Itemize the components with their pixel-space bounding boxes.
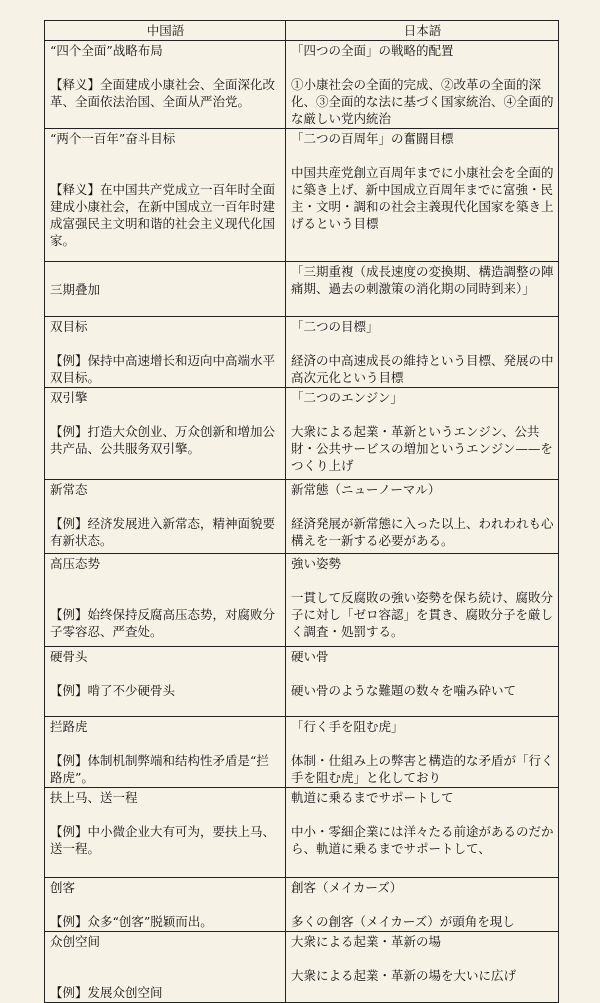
ja-term: 創客（メイカーズ） [291, 880, 403, 895]
ja-example: 硬い骨のような難題の数々を噛み砕いて [291, 683, 517, 698]
table-row-7 [45, 554, 559, 647]
ja-term: 「二つの百周年」の奮闘目標 [291, 131, 454, 146]
ja-term: 「行く手を阻む虎」 [291, 719, 404, 734]
table-row-8 [45, 647, 559, 717]
ja-term: 「二つのエンジン」 [291, 390, 403, 405]
zh-term: “两个一百年”奋斗目标 [50, 131, 176, 146]
zh-term: 创客 [50, 880, 76, 895]
japanese-cell [286, 388, 559, 480]
zh-term: 双引擎 [50, 390, 88, 405]
zh-example: 【例】始终保持反腐高压态势，对腐败分子零容忍、严查处。 [50, 607, 276, 639]
zh-term: “四个全面”战略布局 [50, 43, 163, 58]
glossary-table [44, 20, 559, 1003]
zh-example: 【例】中小微企业大有可为，要扶上马、送一程。 [50, 824, 276, 856]
chinese-cell [45, 554, 286, 647]
ja-example: 経済発展が新常態に入った以上、われわれも心構えを一新する必要がある。 [291, 516, 554, 548]
zh-example: 【例】体制机制弊端和结构性矛盾是“拦路虎”。 [50, 753, 269, 785]
japanese-cell [286, 788, 559, 878]
chinese-cell [45, 788, 286, 878]
table-row-10 [45, 788, 559, 878]
ja-example: 大衆による起業・革新というエンジン、公共財・公共サービスの増加というエンジン——をつくり上げ [291, 424, 553, 473]
chinese-cell [45, 129, 286, 262]
chinese-cell [45, 480, 286, 554]
ja-term: 新常態（ニューノーマル） [291, 482, 441, 497]
ja-term: 「二つの目標」 [291, 319, 379, 334]
table-row-5 [45, 388, 559, 480]
ja-term: 「四つの全面」の戦略的配置 [291, 43, 454, 58]
japanese-cell [286, 932, 559, 1003]
header-row [45, 21, 559, 41]
ja-example: 中小・零細企業には洋々たる前途があるのだから、軌道に乗るまでサポートして、 [291, 824, 554, 856]
zh-example: 【例】打造大众创业、万众创新和增加公共产品、公共服务双引擎。 [50, 424, 276, 456]
zh-term: 众创空间 [50, 934, 101, 949]
zh-example: 【例】经济发展进入新常态，精神面貌要有新状态。 [50, 516, 276, 548]
chinese-cell [45, 388, 286, 480]
zh-term: 拦路虎 [50, 719, 88, 734]
zh-example: 【例】众多“创客”脱颖而出。 [50, 914, 213, 929]
ja-example: 大衆による起業・革新の場を大いに広げ [291, 968, 517, 983]
zh-term: 双目标 [50, 319, 88, 334]
zh-example: 【释义】全面建成小康社会、全面深化改革、全面依法治国、全面从严治党。 [50, 77, 276, 109]
japanese-cell [286, 647, 559, 717]
zh-term: 新常态 [50, 482, 88, 497]
ja-term: 軌道に乗るまでサポートして [291, 790, 454, 805]
japanese-cell [286, 41, 559, 129]
japanese-cell [286, 129, 559, 262]
table-row-11 [45, 878, 559, 932]
ja-term: 大衆による起業・革新の場 [291, 934, 442, 949]
chinese-cell [45, 262, 286, 317]
japanese-cell [286, 717, 559, 788]
ja-term: 硬い骨 [291, 649, 329, 664]
chinese-cell [45, 717, 286, 788]
zh-example: 【例】啃了不少硬骨头 [50, 683, 176, 698]
ja-example: 多くの創客（メイカーズ）が頭角を現し [291, 914, 515, 929]
chinese-cell [45, 932, 286, 1003]
table-row-3 [45, 262, 559, 317]
ja-example: 一貫して反腐敗の強い姿勢を保ち続け、腐敗分子に対し「ゼロ容認」を貫き、腐敗分子を厳しく調査・処罰する。 [291, 590, 554, 639]
japanese-cell [286, 317, 559, 388]
chinese-cell [45, 41, 286, 129]
table-row-6 [45, 480, 559, 554]
zh-example: 【例】保持中高速增长和迈向中高端水平双目标。 [50, 353, 276, 385]
ja-example: 体制・仕組み上の弊害と構造的な矛盾が「行く手を阻む虎」と化しており [291, 753, 554, 785]
zh-example: 【例】发展众创空间 [50, 985, 163, 1000]
header-chinese: 中国語 [45, 21, 286, 41]
table-row-4 [45, 317, 559, 388]
zh-term: 扶上马、送一程 [50, 790, 138, 805]
japanese-cell [286, 262, 559, 317]
table-row-2 [45, 129, 559, 262]
chinese-cell [45, 317, 286, 388]
ja-example: ①小康社会の全面的完成、②改革の全面的深化、③全面的な法に基づく国家統治、④全面的な厳しい党内統治 [291, 77, 554, 126]
chinese-cell [45, 878, 286, 932]
japanese-cell [286, 554, 559, 647]
table-row-12 [45, 932, 559, 1003]
header-japanese: 日本語 [286, 21, 559, 41]
zh-term: 三期叠加 [50, 281, 101, 297]
table-row-9 [45, 717, 559, 788]
ja-example: 経済の中高速成長の維持という目標、発展の中高次元化という目標 [291, 353, 554, 385]
japanese-cell [286, 480, 559, 554]
zh-term: 高压态势 [50, 556, 101, 571]
zh-term: 硬骨头 [50, 649, 88, 664]
ja-term: 「三期重複（成長速度の変換期、構造調整の陣痛期、過去の刺激策の消化期の同時到来）」 [291, 264, 554, 296]
table-row-1 [45, 41, 559, 129]
ja-example: 中国共産党創立百周年までに小康社会を全面的に築き上げ、新中国成立百周年までに富強・民主・文明・調和の社会主義現代化国家を築き上げるという目標 [291, 165, 554, 231]
chinese-cell [45, 647, 286, 717]
ja-term: 強い姿勢 [291, 556, 342, 571]
zh-example: 【释义】在中国共产党成立一百年时全面建成小康社会，在新中国成立一百年时建成富强民主文明和谐的社会主义现代化国家。 [50, 182, 276, 248]
japanese-cell [286, 878, 559, 932]
